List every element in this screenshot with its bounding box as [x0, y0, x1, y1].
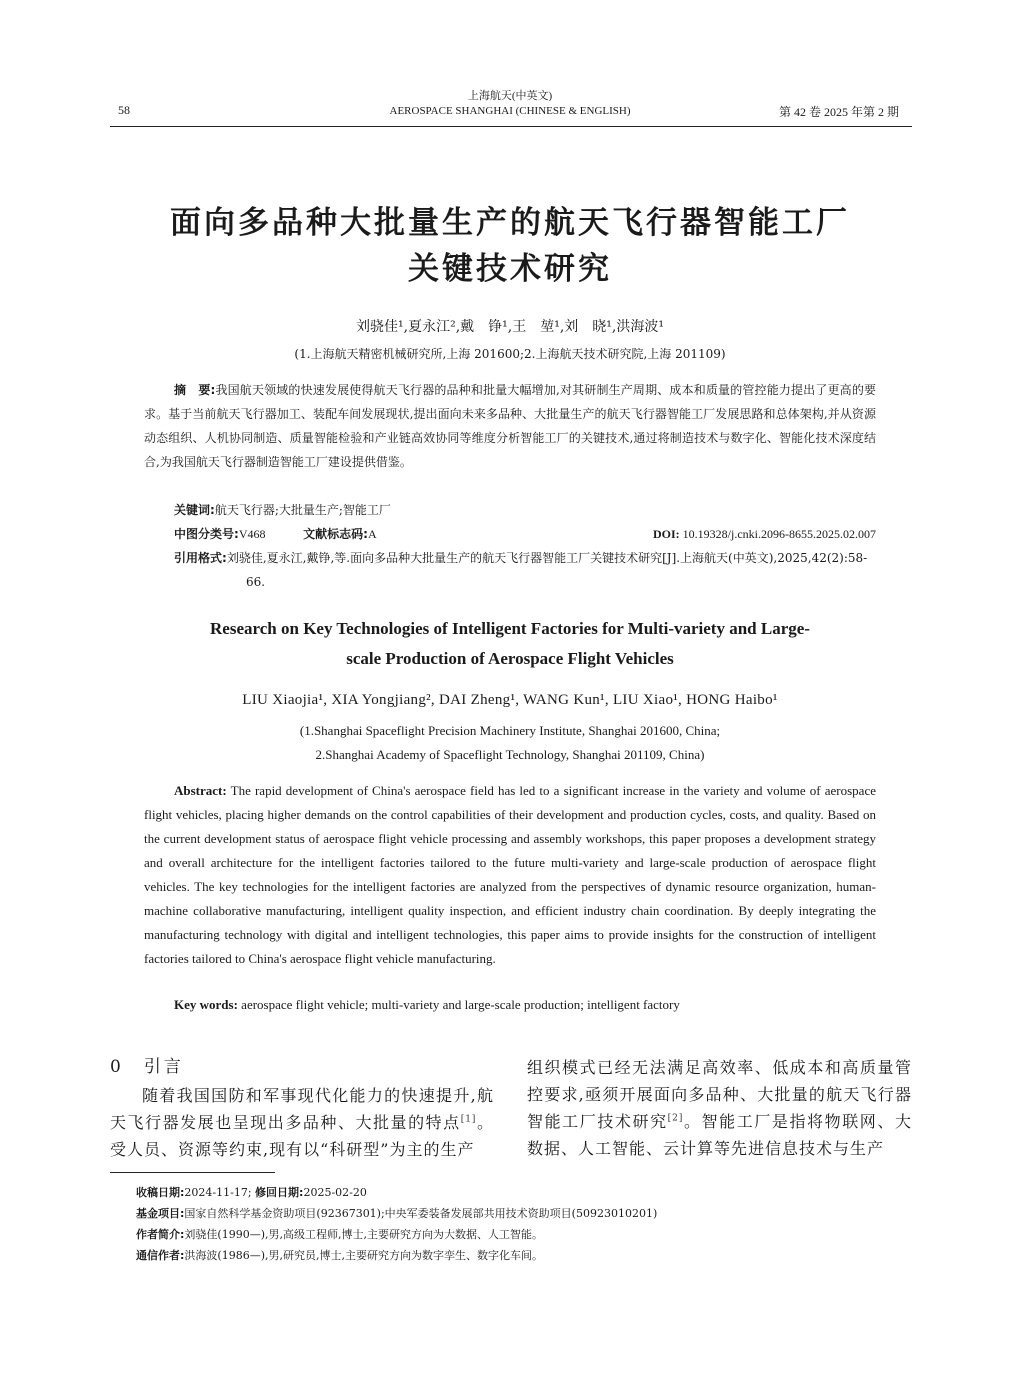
body-text-left-a: 随着我国国防和军事现代化能力的快速提升,航天飞行器发展也呈现出多品种、大批量的特点: [110, 1086, 494, 1132]
reference-2[interactable]: [2]: [667, 1113, 684, 1124]
cn-affiliation: (1.上海航天精密机械研究所,上海 201600;2.上海航天技术研究院,上海 201109): [294, 347, 726, 361]
author-bio-label: 作者简介:: [136, 1228, 185, 1241]
cn-keywords: [174, 498, 876, 522]
journal-name-cn: 上海航天(中英文): [467, 90, 553, 102]
en-affiliation: [0, 719, 1020, 767]
en-abstract: [144, 779, 876, 971]
doi-label: DOI:: [653, 527, 680, 541]
author-bio-text: 刘骁佳(1990—),男,高级工程师,博士,主要研究方向为大数据、人工智能。: [184, 1228, 543, 1241]
journal-name-en: AEROSPACE SHANGHAI (CHINESE & ENGLISH): [389, 105, 631, 117]
doc-code-label: 文献标志码:: [303, 527, 368, 541]
body-text-left-b: 。受人员、资源等约束,现有以“科研型”为主的生产: [110, 1113, 494, 1159]
corresponding-text: 洪海波(1986—),男,研究员,博士,主要研究方向为数字孪生、数字化车间。: [184, 1249, 543, 1262]
body-text-right-a: 组织模式已经无法满足高效率、低成本和高质量管控要求,亟须开展面向多品种、大批量的航天飞行器智能工厂技术研究: [527, 1058, 912, 1131]
section-heading: 0 引言: [110, 1057, 184, 1077]
received-date: 2024-11-17;: [184, 1186, 252, 1199]
cn-title-line1: 面向多品种大批量生产的航天飞行器智能工厂: [170, 205, 850, 241]
cn-keywords-text: 航天飞行器;大批量生产;智能工厂: [214, 503, 391, 517]
footnote-corresponding: [136, 1245, 912, 1266]
revised-label: 修回日期:: [255, 1186, 304, 1199]
cn-authors: 刘骁佳¹,夏永江²,戴 铮¹,王 堃¹,刘 晓¹,洪海波¹: [356, 319, 664, 335]
body-column-right: [527, 1054, 912, 1162]
cn-abstract-text: 我国航天领域的快速发展使得航天飞行器的品种和批量大幅增加,对其研制生产周期、成本和质量的管控能力提出了更高的要求。基于当前航天飞行器加工、装配车间发展现状,提出面向未来多品种、大批量生产的航天飞行器智能工厂发展思路和总体架构,并从资源动态组织、人机协同制造、质量智能检验和产业链高效协同等维度分析智能工厂的关键技术,通过将制造技术与数字化、智能化技术深度结合,为我国航天飞行器制造智能工厂建设提供借鉴。: [144, 383, 876, 469]
en-authors: LIU Xiaojia¹, XIA Yongjiang², DAI Zheng¹, WANG Kun¹, LIU Xiao¹, HONG Haibo¹: [242, 692, 778, 708]
en-abstract-label: Abstract:: [174, 783, 227, 798]
cn-abstract: [144, 378, 876, 474]
revised-date: 2025-02-20: [303, 1186, 367, 1199]
issue-info: 第 42 卷 2025 年第 2 期: [778, 105, 899, 119]
en-title-line2: scale Production of Aerospace Flight Vehicles: [346, 649, 674, 668]
header-rule: [110, 126, 912, 127]
body-paragraph-left: [110, 1082, 494, 1163]
en-keywords-text: aerospace flight vehicle; multi-variety and large-scale production; intelligent factory: [241, 997, 680, 1012]
en-keywords: [174, 993, 876, 1017]
doi-value: 10.19328/j.cnki.2096-8655.2025.02.007: [682, 527, 876, 541]
en-abstract-text: The rapid development of China's aerospace field has led to a significant increase in the variety and volume of aerospace flight vehicles, placing higher demands on the control capabilities of their development and production cycles, costs, and quality. Based on the current development status of aerospace flight vehicle processing and assembly workshops, this paper proposes a development strategy and overall architecture for the intelligent factories tailored to the future multi-variety and large-scale production of aerospace flight vehicles. The key technologies for the intelligent factories are analyzed from the perspectives of dynamic resource organization, human-machine collaborative manufacturing, intelligent quality inspection, and efficient industry chain coordination. By deeply integrating the manufacturing technology with digital and intelligent technologies, this paper aims to provide insights for the construction of intelligent factories tailored to China's aerospace flight vehicle manufacturing.: [144, 783, 876, 966]
clc-label: 中图分类号:: [174, 527, 239, 541]
en-title: [0, 614, 1020, 674]
cn-keywords-label: 关键词:: [174, 503, 215, 517]
doi: [653, 522, 876, 546]
en-title-line1: Research on Key Technologies of Intelligent Factories for Multi-variety and Large-: [210, 619, 810, 638]
citation-text: 刘骁佳,夏永江,戴铮,等.面向多品种大批量生产的航天飞行器智能工厂关键技术研究[J].上海航天(中英文),2025,42(2):58-66.: [226, 551, 868, 589]
body-text-right-b: 。智能工厂是指将物联网、大数据、人工智能、云计算等先进信息技术与生产: [527, 1112, 912, 1158]
cn-title-line2: 关键技术研究: [408, 251, 612, 287]
footnote-fund: [136, 1203, 912, 1224]
footnotes: [136, 1182, 912, 1266]
cn-abstract-label: 摘 要:: [174, 383, 216, 397]
en-keywords-label: Key words:: [174, 997, 238, 1012]
footnote-dates: [136, 1182, 912, 1203]
fund-text: 国家自然科学基金资助项目(92367301);中央军委装备发展部共用技术资助项目(50923010201): [184, 1207, 658, 1220]
citation-label: 引用格式:: [174, 551, 227, 565]
fund-label: 基金项目:: [136, 1207, 185, 1220]
doc-code-value: A: [367, 527, 377, 541]
en-affiliation-line2: 2.Shanghai Academy of Spaceflight Technology, Shanghai 201109, China): [315, 747, 705, 762]
cn-citation: [174, 546, 876, 594]
reference-1[interactable]: [1]: [460, 1114, 477, 1125]
received-label: 收稿日期:: [136, 1186, 185, 1199]
cn-title: [0, 200, 1020, 292]
en-affiliation-line1: (1.Shanghai Spaceflight Precision Machinery Institute, Shanghai 201600, China;: [299, 723, 721, 738]
page-number: 58: [118, 103, 130, 117]
clc-value: V468: [238, 527, 266, 541]
corresponding-label: 通信作者:: [136, 1249, 185, 1262]
footnote-author: [136, 1224, 912, 1245]
body-column-left: [110, 1054, 494, 1163]
footnote-rule: [110, 1172, 275, 1173]
